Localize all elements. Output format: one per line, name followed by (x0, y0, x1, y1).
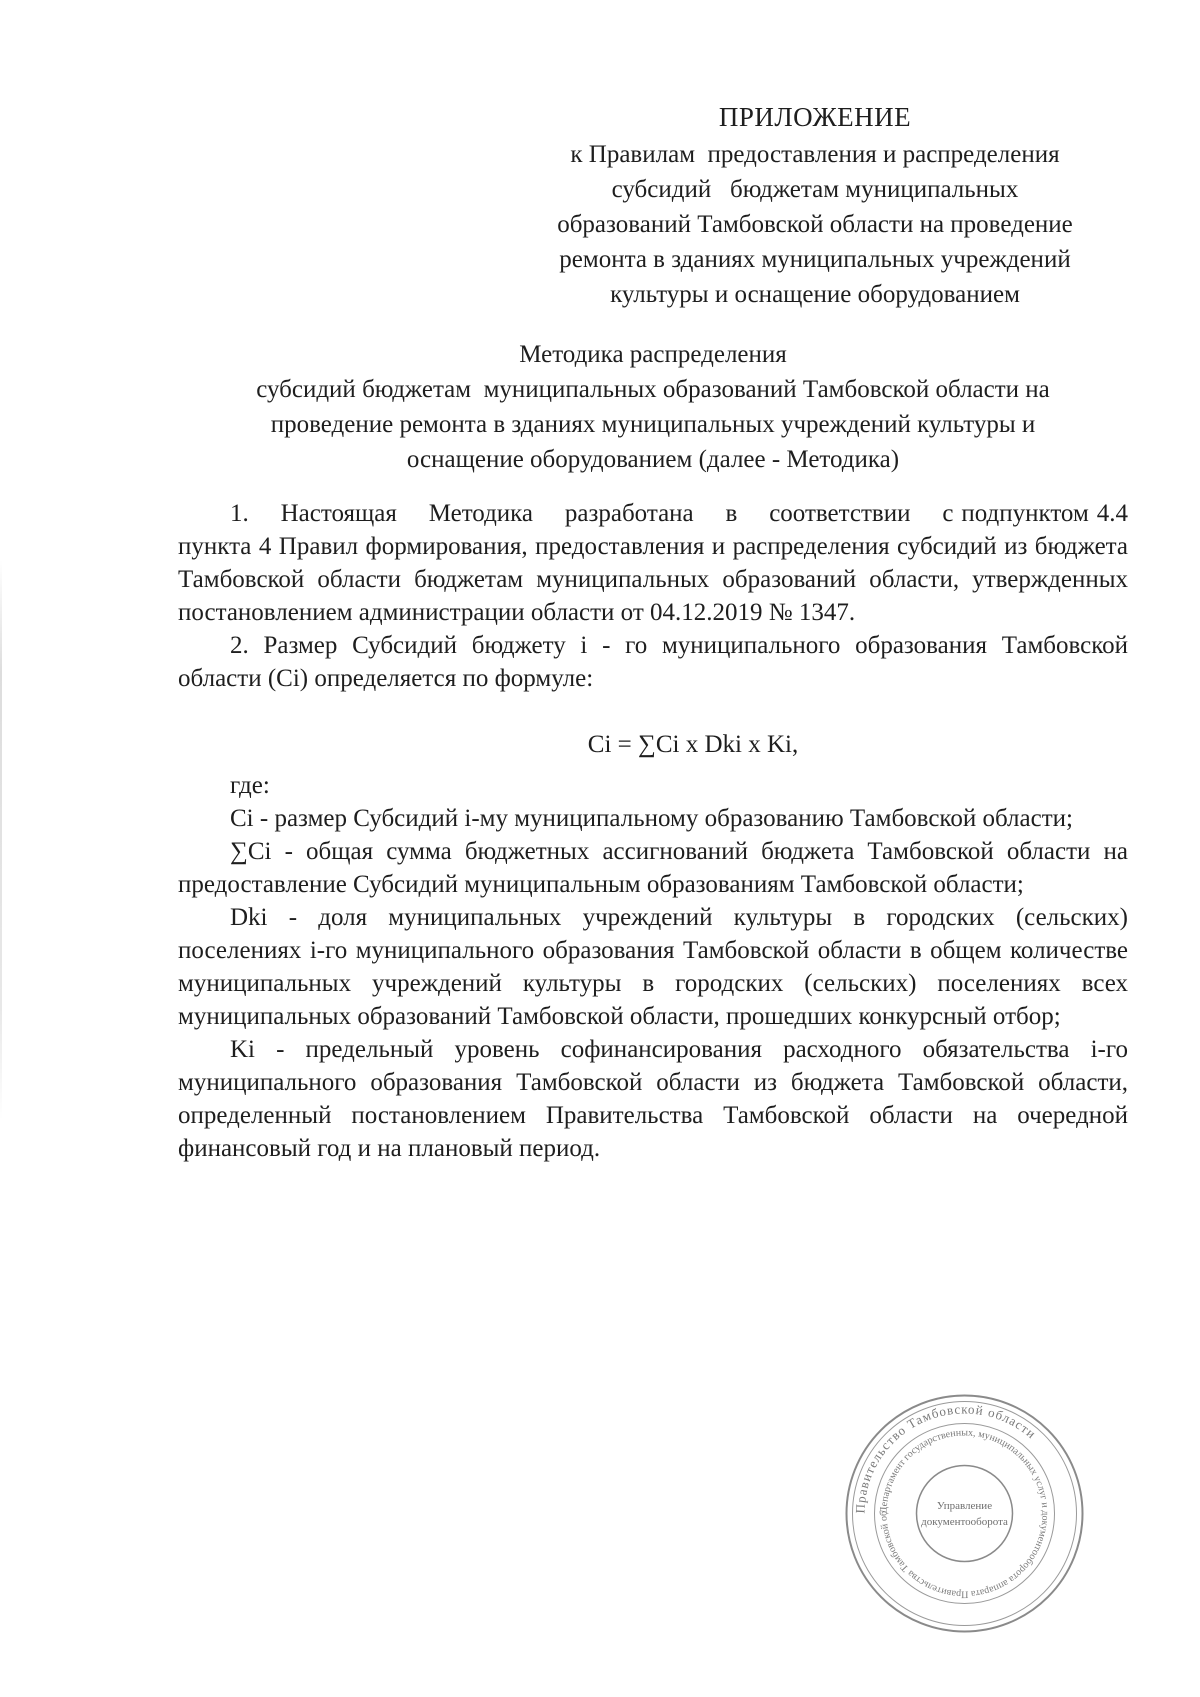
appendix-line: культуры и оснащение оборудованием (610, 281, 1020, 308)
appendix-block (505, 100, 1125, 312)
appendix-line: к Правилам предоставления и распределения (570, 141, 1060, 168)
seal-center-line-2: документооборота (921, 1516, 1008, 1528)
appendix-line: субсидий бюджетам муниципальных (611, 176, 1019, 203)
definition-ci: Ci - размер Субсидий i-му муниципальному образованию Тамбовской области; (230, 805, 1073, 832)
definition-ki: Ki - предельный уровень софинансирования расходного обязательства i-го муниципального образования Тамбовской области из бюджета Тамбовской области, определенный постановлением Правительства Тамбовской области на очередной финансовый год и на плановый период. (178, 1036, 1128, 1162)
document-body (178, 497, 1135, 1165)
seal-outer-text: Правительство Тамбовской области (852, 1401, 1040, 1514)
seal-graphic (842, 1391, 1087, 1636)
paragraph-1: 1. Настоящая Методика разработана в соответствии с подпунктом 4.4 пункта 4 Правил формирования, предоставления и распределения субсидий из бюджета Тамбовской области бюджетам муниципальных образований области, утвержденных постановлением администрации области от 04.12.2019 № 1347. (178, 500, 1135, 626)
where-label: где: (230, 772, 270, 799)
appendix-heading: ПРИЛОЖЕНИЕ (718, 102, 912, 132)
paragraph-2: 2. Размер Субсидий бюджету i - го муниципального образования Тамбовской области (Ci) определяется по формуле: (178, 632, 1128, 692)
title-line: проведение ремонта в зданиях муниципальных учреждений культуры и (270, 411, 1036, 438)
definition-dki: Dki - доля муниципальных учреждений культуры в городских (сельских) поселениях i-го муниципального образования Тамбовской области в общем количестве муниципальных учреждений культуры в городских (сельских) поселениях всех муниципальных образований Тамбовской области, прошедших конкурсный отбор; (178, 904, 1128, 1030)
appendix-line: образований Тамбовской области на проведение (557, 211, 1073, 238)
formula: Ci = ∑Ci x Dki x Ki, (587, 731, 799, 758)
scan-edge-mark (0, 560, 2, 1120)
title-line: оснащение оборудованием (далее - Методика) (406, 446, 900, 473)
official-seal-stamp (842, 1391, 1087, 1636)
definition-sum-ci: ∑Ci - общая сумма бюджетных ассигнований бюджета Тамбовской области на предоставление Субсидий муниципальным образованиям Тамбовской области; (178, 838, 1128, 898)
seal-middle-text: Департамент государственных, муниципальных услуг и документооборота аппарата Правительства Тамбовской об (878, 1427, 1051, 1600)
title-line: Методика распределения (519, 341, 787, 368)
title-line: субсидий бюджетам муниципальных образований Тамбовской области на (256, 376, 1050, 403)
seal-center-line-1: Управление (936, 1500, 993, 1512)
appendix-line: ремонта в зданиях муниципальных учреждений (559, 246, 1071, 273)
document-title (178, 337, 1128, 477)
